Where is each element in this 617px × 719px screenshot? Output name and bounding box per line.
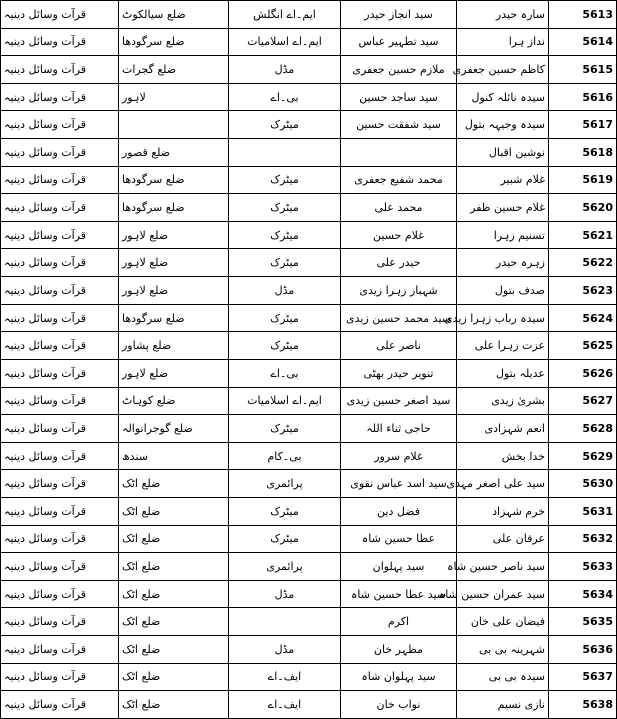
table-row — [1, 442, 617, 470]
course-cell: قرآت وسائل دینیہ — [1, 332, 119, 360]
name-cell: نازی نسیم — [457, 691, 549, 719]
course-cell: قرآت وسائل دینیہ — [1, 221, 119, 249]
name-cell: خرم شہزاد — [457, 497, 549, 525]
education-cell: مڈل — [229, 636, 341, 664]
name-cell: بشریٰ زیدی — [457, 387, 549, 415]
father-name-cell: سید انجاز حیدر — [341, 1, 457, 29]
course-cell: قرآت وسائل دینیہ — [1, 1, 119, 29]
education-cell: ایم۔اے انگلش — [229, 1, 341, 29]
course-cell: قرآت وسائل دینیہ — [1, 277, 119, 305]
course-cell: قرآت وسائل دینیہ — [1, 28, 119, 56]
name-cell: سیدہ بی بی — [457, 663, 549, 691]
father-name-cell: حیدر علی — [341, 249, 457, 277]
name-cell: عدیلہ بتول — [457, 359, 549, 387]
course-cell: قرآت وسائل دینیہ — [1, 636, 119, 664]
district-cell: ضلع اٹک — [119, 691, 229, 719]
table-row — [1, 166, 617, 194]
course-cell: قرآت وسائل دینیہ — [1, 415, 119, 443]
serial-number-cell: 5637 — [549, 663, 617, 691]
education-cell: میٹرک — [229, 415, 341, 443]
course-cell: قرآت وسائل دینیہ — [1, 442, 119, 470]
father-name-cell: تنویر حیدر بھٹی — [341, 359, 457, 387]
name-cell: غلام حسین ظفر — [457, 194, 549, 222]
district-cell: ضلع سرگودھا — [119, 28, 229, 56]
name-cell: غلام شبیر — [457, 166, 549, 194]
father-name-cell: سید محمد حسین زیدی — [341, 304, 457, 332]
name-cell: سارہ حیدر — [457, 1, 549, 29]
education-cell: پرائمری — [229, 470, 341, 498]
district-cell: ضلع کوہاٹ — [119, 387, 229, 415]
education-cell: ایف۔اے — [229, 663, 341, 691]
education-cell: میٹرک — [229, 166, 341, 194]
serial-number-cell: 5620 — [549, 194, 617, 222]
name-cell: سید ناصر حسین شاہ — [457, 553, 549, 581]
district-cell: ضلع اٹک — [119, 608, 229, 636]
education-cell: بی۔کام — [229, 442, 341, 470]
course-cell: قرآت وسائل دینیہ — [1, 139, 119, 167]
table-row — [1, 194, 617, 222]
education-cell — [229, 139, 341, 167]
name-cell: سیدہ وجیہہ بتول — [457, 111, 549, 139]
table-row — [1, 580, 617, 608]
name-cell: کاظم حسین جعفری — [457, 56, 549, 84]
course-cell: قرآت وسائل دینیہ — [1, 580, 119, 608]
district-cell: ضلع اٹک — [119, 553, 229, 581]
father-name-cell: عطا حسین شاہ — [341, 525, 457, 553]
serial-number-cell: 5614 — [549, 28, 617, 56]
name-cell: سیدہ نائلہ کنول — [457, 83, 549, 111]
district-cell: ضلع لاہور — [119, 359, 229, 387]
name-cell: فیضان علی خان — [457, 608, 549, 636]
father-name-cell: غلام حسین — [341, 221, 457, 249]
serial-number-cell: 5629 — [549, 442, 617, 470]
course-cell: قرآت وسائل دینیہ — [1, 691, 119, 719]
father-name-cell: ناصر علی — [341, 332, 457, 360]
name-cell: شہرینہ بی بی — [457, 636, 549, 664]
table-row — [1, 139, 617, 167]
father-name-cell: حاجی ثناء اللہ — [341, 415, 457, 443]
table-row — [1, 28, 617, 56]
education-cell: میٹرک — [229, 304, 341, 332]
name-cell: سیدہ رباب زہرا زیدی — [457, 304, 549, 332]
education-cell: بی۔اے — [229, 359, 341, 387]
father-name-cell: سید تطہیر عباس — [341, 28, 457, 56]
name-cell: تسنیم زہرا — [457, 221, 549, 249]
father-name-cell: اکرم — [341, 608, 457, 636]
district-cell: ضلع گجرات — [119, 56, 229, 84]
table-row — [1, 608, 617, 636]
education-cell: میٹرک — [229, 221, 341, 249]
table-row — [1, 663, 617, 691]
father-name-cell: غلام سرور — [341, 442, 457, 470]
table-row — [1, 525, 617, 553]
district-cell — [119, 111, 229, 139]
table-row — [1, 83, 617, 111]
education-cell: میٹرک — [229, 497, 341, 525]
serial-number-cell: 5626 — [549, 359, 617, 387]
table-row — [1, 387, 617, 415]
education-cell: ایم۔اے اسلامیات — [229, 387, 341, 415]
table-row — [1, 332, 617, 360]
education-cell: میٹرک — [229, 249, 341, 277]
table-row — [1, 111, 617, 139]
district-cell: ضلع اٹک — [119, 663, 229, 691]
district-cell: ضلع اٹک — [119, 580, 229, 608]
district-cell: ضلع سرگودھا — [119, 166, 229, 194]
course-cell: قرآت وسائل دینیہ — [1, 553, 119, 581]
serial-number-cell: 5623 — [549, 277, 617, 305]
serial-number-cell: 5613 — [549, 1, 617, 29]
district-cell: ضلع اٹک — [119, 525, 229, 553]
name-cell: انعم شہزادی — [457, 415, 549, 443]
father-name-cell: سید ساجد حسین — [341, 83, 457, 111]
serial-number-cell: 5636 — [549, 636, 617, 664]
education-cell: میٹرک — [229, 111, 341, 139]
course-cell: قرآت وسائل دینیہ — [1, 304, 119, 332]
table-row — [1, 691, 617, 719]
serial-number-cell: 5635 — [549, 608, 617, 636]
name-cell: خدا بخش — [457, 442, 549, 470]
course-cell: قرآت وسائل دینیہ — [1, 470, 119, 498]
district-cell: سندھ — [119, 442, 229, 470]
course-cell: قرآت وسائل دینیہ — [1, 525, 119, 553]
serial-number-cell: 5615 — [549, 56, 617, 84]
district-cell: ضلع قصور — [119, 139, 229, 167]
course-cell: قرآت وسائل دینیہ — [1, 166, 119, 194]
serial-number-cell: 5633 — [549, 553, 617, 581]
father-name-cell: سید عطا حسین شاہ — [341, 580, 457, 608]
serial-number-cell: 5621 — [549, 221, 617, 249]
name-cell: نوشین اقبال — [457, 139, 549, 167]
serial-number-cell: 5617 — [549, 111, 617, 139]
district-cell: لاہور — [119, 83, 229, 111]
name-cell: نداز ہرا — [457, 28, 549, 56]
name-cell: عزت زہرا علی — [457, 332, 549, 360]
father-name-cell: شہباز زہرا زیدی — [341, 277, 457, 305]
education-cell: میٹرک — [229, 194, 341, 222]
education-cell: میٹرک — [229, 332, 341, 360]
name-cell: سید عمران حسین شاہ — [457, 580, 549, 608]
district-cell: ضلع سرگودھا — [119, 194, 229, 222]
course-cell: قرآت وسائل دینیہ — [1, 608, 119, 636]
name-cell: صدف بتول — [457, 277, 549, 305]
serial-number-cell: 5618 — [549, 139, 617, 167]
education-cell: ایف۔اے — [229, 691, 341, 719]
education-cell: ایم۔اے اسلامیات — [229, 28, 341, 56]
serial-number-cell: 5632 — [549, 525, 617, 553]
serial-number-cell: 5619 — [549, 166, 617, 194]
district-cell: ضلع لاہور — [119, 277, 229, 305]
table-row — [1, 221, 617, 249]
father-name-cell: سید اصغر حسین زیدی — [341, 387, 457, 415]
course-cell: قرآت وسائل دینیہ — [1, 249, 119, 277]
course-cell: قرآت وسائل دینیہ — [1, 663, 119, 691]
serial-number-cell: 5638 — [549, 691, 617, 719]
father-name-cell: سید پہلوان — [341, 553, 457, 581]
education-cell: میٹرک — [229, 525, 341, 553]
district-cell: ضلع سرگودھا — [119, 304, 229, 332]
table-row — [1, 1, 617, 29]
name-cell: زہرہ حیدر — [457, 249, 549, 277]
district-cell: ضلع لاہور — [119, 249, 229, 277]
district-cell: ضلع سیالکوٹ — [119, 1, 229, 29]
serial-number-cell: 5627 — [549, 387, 617, 415]
table-row — [1, 56, 617, 84]
serial-number-cell: 5630 — [549, 470, 617, 498]
course-cell: قرآت وسائل دینیہ — [1, 83, 119, 111]
father-name-cell: محمد علی — [341, 194, 457, 222]
course-cell: قرآت وسائل دینیہ — [1, 359, 119, 387]
father-name-cell — [341, 139, 457, 167]
table-row — [1, 553, 617, 581]
education-cell: پرائمری — [229, 553, 341, 581]
table-row — [1, 497, 617, 525]
education-cell: مڈل — [229, 56, 341, 84]
course-cell: قرآت وسائل دینیہ — [1, 111, 119, 139]
serial-number-cell: 5624 — [549, 304, 617, 332]
father-name-cell: ملازم حسین جعفری — [341, 56, 457, 84]
course-cell: قرآت وسائل دینیہ — [1, 56, 119, 84]
district-cell: ضلع اٹک — [119, 636, 229, 664]
district-cell: ضلع اٹک — [119, 497, 229, 525]
table-row — [1, 249, 617, 277]
education-cell: مڈل — [229, 277, 341, 305]
name-cell: عرفان علی — [457, 525, 549, 553]
education-cell: مڈل — [229, 580, 341, 608]
education-cell — [229, 608, 341, 636]
serial-number-cell: 5628 — [549, 415, 617, 443]
father-name-cell: نواب خان — [341, 691, 457, 719]
district-cell: ضلع لاہور — [119, 221, 229, 249]
table-row — [1, 359, 617, 387]
father-name-cell: فضل دین — [341, 497, 457, 525]
father-name-cell: محمد شفیع جعفری — [341, 166, 457, 194]
father-name-cell: سید شفقت حسین — [341, 111, 457, 139]
father-name-cell: سید اسد عباس نقوی — [341, 470, 457, 498]
course-cell: قرآت وسائل دینیہ — [1, 497, 119, 525]
table-row — [1, 636, 617, 664]
district-cell: ضلع پشاور — [119, 332, 229, 360]
course-cell: قرآت وسائل دینیہ — [1, 194, 119, 222]
serial-number-cell: 5625 — [549, 332, 617, 360]
roster-table-body — [1, 1, 617, 719]
table-row — [1, 470, 617, 498]
district-cell: ضلع اٹک — [119, 470, 229, 498]
table-row — [1, 304, 617, 332]
serial-number-cell: 5622 — [549, 249, 617, 277]
serial-number-cell: 5634 — [549, 580, 617, 608]
table-row — [1, 277, 617, 305]
table-row — [1, 415, 617, 443]
serial-number-cell: 5631 — [549, 497, 617, 525]
name-cell: سید علی اصغر مہدی — [457, 470, 549, 498]
education-cell: بی۔اے — [229, 83, 341, 111]
father-name-cell: سید پہلوان شاہ — [341, 663, 457, 691]
father-name-cell: مظہر خان — [341, 636, 457, 664]
course-cell: قرآت وسائل دینیہ — [1, 387, 119, 415]
serial-number-cell: 5616 — [549, 83, 617, 111]
district-cell: ضلع گوجرانوالہ — [119, 415, 229, 443]
